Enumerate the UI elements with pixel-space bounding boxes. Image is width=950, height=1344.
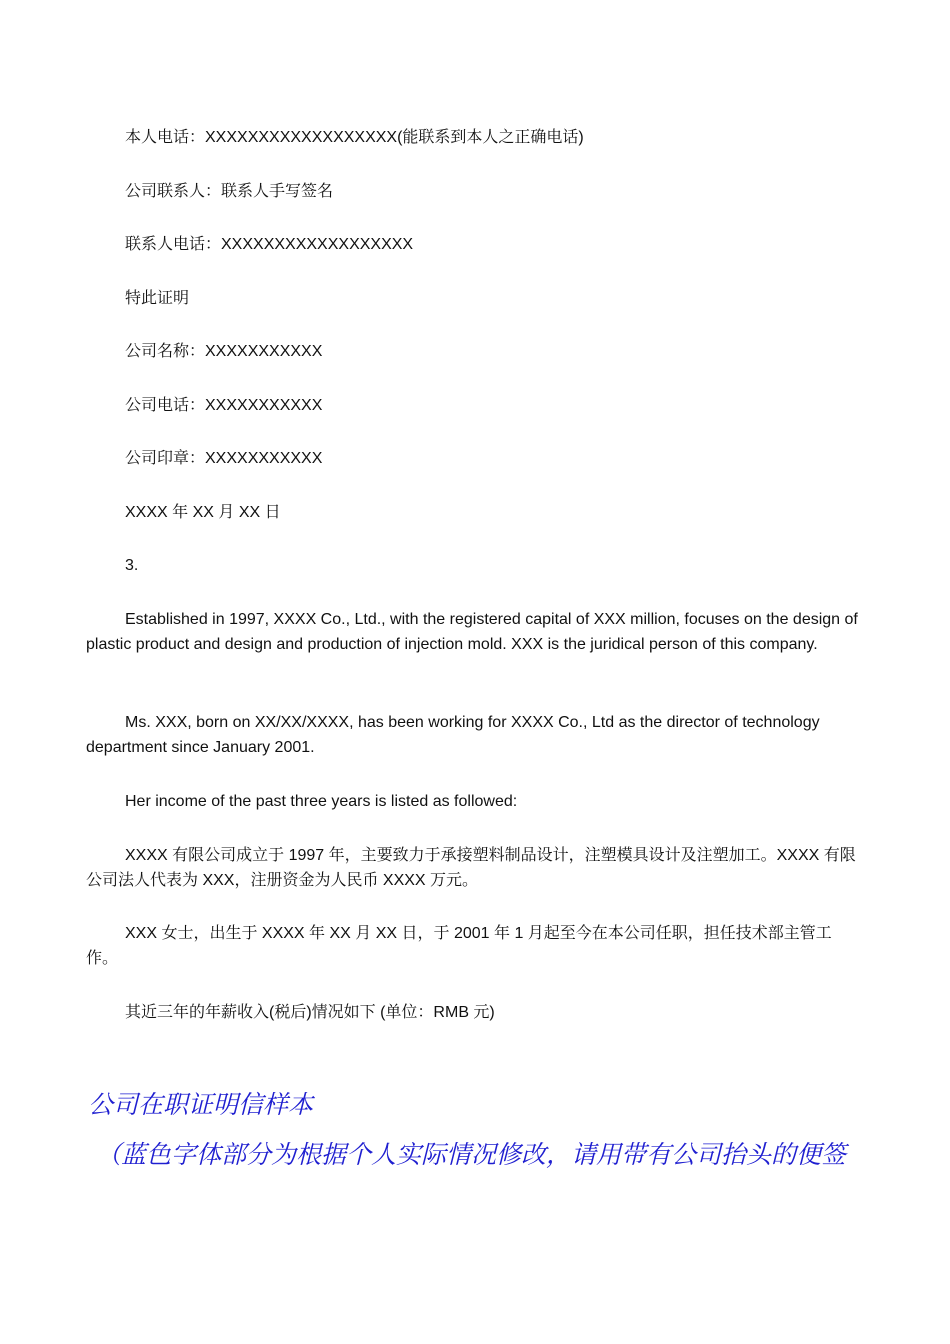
company-phone-line: 公司电话：XXXXXXXXXXX [125,397,323,414]
sample-letter-title: 公司在职证明信样本 [88,1090,314,1119]
company-seal-line: 公司印章：XXXXXXXXXXX [125,450,323,467]
company-contact-person-line: 公司联系人：联系人手写签名 [125,183,334,200]
english-income-paragraph: Her income of the past three years is listed as followed: [125,793,518,810]
chinese-employee-paragraph: XXX 女士，出生于 XXXX 年 XX 月 XX 日，于 2001 年 1 月起至今在本公司任职，担任技术部主管工作。 [86,925,832,967]
date-line: XXXX 年 XX 月 XX 日 [125,504,281,521]
chinese-income-paragraph: 其近三年的年薪收入(税后)情况如下 (单位：RMB 元) [125,1004,495,1021]
english-employee-paragraph: Ms. XXX, born on XX/XX/XXXX, has been working for XXXX Co., Ltd as the director of technology department since January 2001. [86,714,820,756]
personal-phone-line: 本人电话：XXXXXXXXXXXXXXXXXX(能联系到本人之正确电话) [125,129,584,146]
hereby-certify-line: 特此证明 [125,290,190,307]
section-number: 3. [125,557,139,574]
english-company-paragraph: Established in 1997, XXXX Co., Ltd., with the registered capital of XXX million, focuses on the design of plastic product and design and production of injection mold. XXX is the juridical person of this company. [86,611,858,653]
blue-text-instruction-note: （蓝色字体部分为根据个人实际情况修改，请用带有公司抬头的便签 [96,1140,847,1169]
chinese-company-paragraph: XXXX 有限公司成立于 1997 年，主要致力于承接塑料制品设计，注塑模具设计及注塑加工。XXXX 有限公司法人代表为 XXX，注册资金为人民币 XXXX 万元。 [86,847,856,889]
contact-phone-line: 联系人电话：XXXXXXXXXXXXXXXXXX [125,236,414,253]
company-name-line: 公司名称：XXXXXXXXXXX [125,343,323,360]
